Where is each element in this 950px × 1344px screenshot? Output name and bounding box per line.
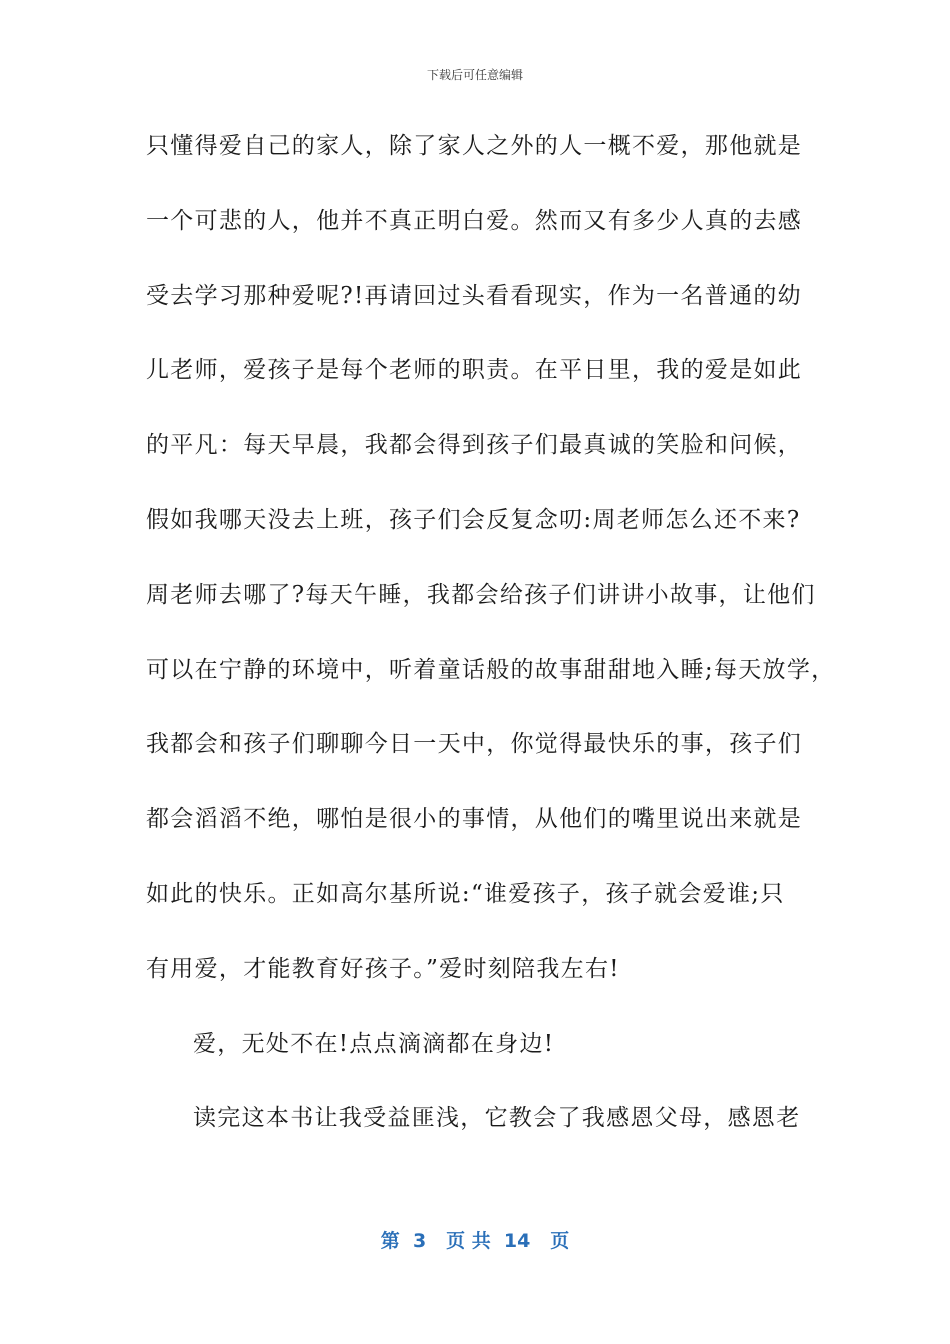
text-line: 受去学习那种爱呢?!再请回过头看看现实，作为一名普通的幼 xyxy=(146,282,802,309)
text-line: 只懂得爱自己的家人，除了家人之外的人一概不爱，那他就是 xyxy=(146,133,803,159)
text-line: 有用爱，才能教育好孩子。”爱时刻陪我左右! xyxy=(146,955,620,982)
text-line: 儿老师，爱孩子是每个老师的职责。在平日里，我的爱是如此 xyxy=(146,357,803,384)
text-line: 如此的快乐。正如高尔基所说:“谁爱孩子，孩子就会爱谁;只 xyxy=(146,880,785,907)
text-line: 的平凡：每天早晨，我都会得到孩子们最真诚的笑脸和问候， xyxy=(146,432,803,459)
page-header: 下载后可任意编辑 xyxy=(426,68,523,82)
text-line: 假如我哪天没去上班，孩子们会反复念叨:周老师怎么还不来? xyxy=(146,506,801,533)
document-body xyxy=(146,124,836,1171)
paragraph-line: 爱，无处不在!点点滴滴都在身边! xyxy=(193,1030,555,1057)
text-line: 我都会和孩子们聊聊今日一天中，你觉得最快乐的事，孩子们 xyxy=(146,731,803,758)
text-line: 都会滔滔不绝，哪怕是很小的事情，从他们的嘴里说出来就是 xyxy=(146,806,803,833)
text-line: 一个可悲的人，他并不真正明白爱。然而又有多少人真的去感 xyxy=(146,207,803,234)
text-line: 周老师去哪了?每天午睡，我都会给孩子们讲讲小故事，让他们 xyxy=(146,581,816,608)
text-line: 可以在宁静的环境中，听着童话般的故事甜甜地入睡;每天放学， xyxy=(146,656,836,683)
paragraph-line: 读完这本书让我受益匪浅，它教会了我感恩父母，感恩老 xyxy=(193,1105,801,1132)
page-number-footer: 第 3 页 共 14 页 xyxy=(380,1230,570,1252)
